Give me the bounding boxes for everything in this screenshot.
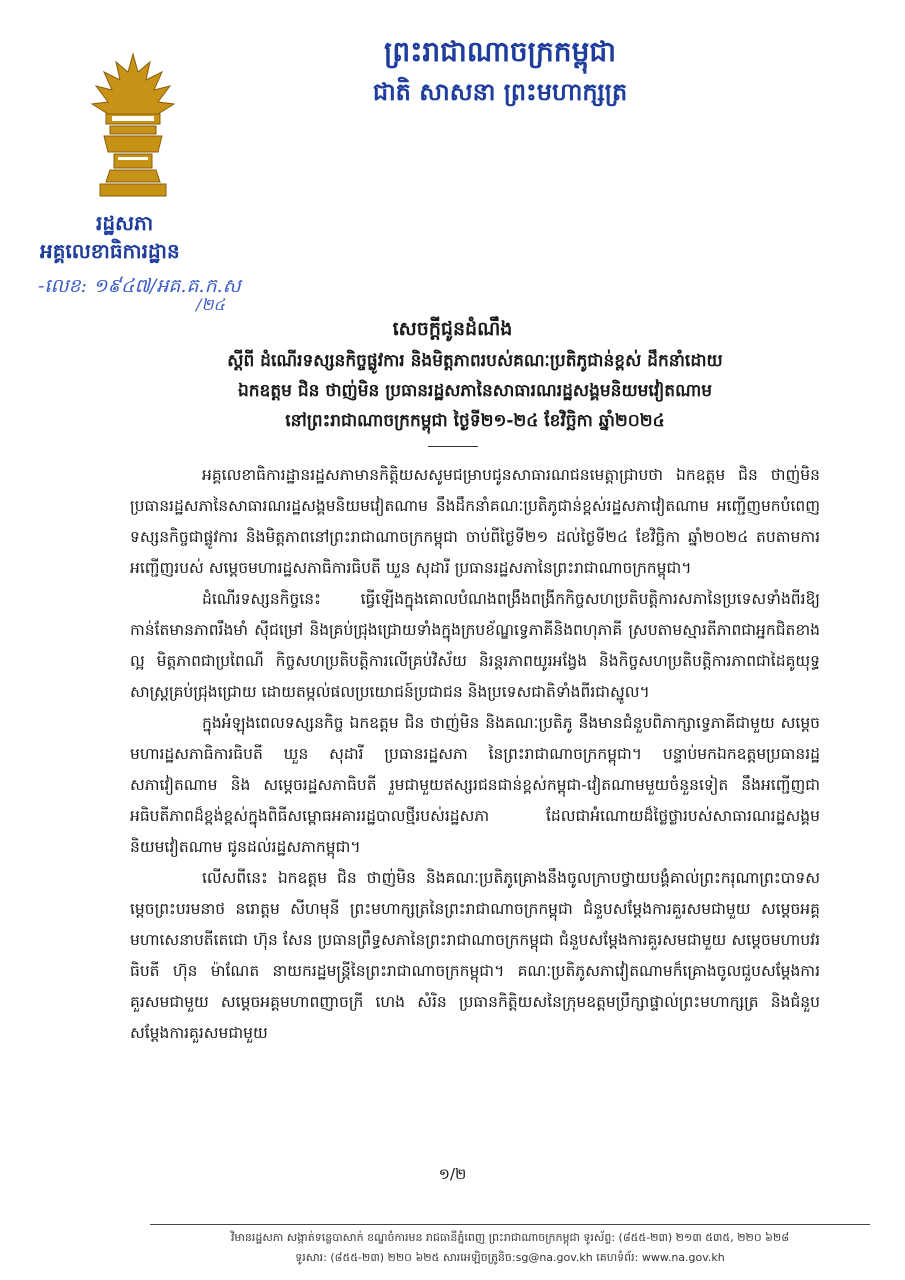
footer-address: វិមានរដ្ឋសភា សង្កាត់ទន្លេបាសាក់ ខណ្ឌចំការមន រាជធានីភ្នំពេញ ព្រះរាជាណាចក្រកម្ពុជា ទូរស័ព្ទ: (៨៥៥-២៣) ២១៣ ៥៣៥, ២២០ ៦២៨ bbox=[230, 1231, 790, 1244]
subject-line: ឯកឧត្តម ជិន ថាញ់មិន ប្រធានរដ្ឋសភានៃសាធារណរដ្ឋសង្គមនិយមវៀតណាម bbox=[237, 381, 713, 401]
body-paragraph: អគ្គលេខាធិការដ្ឋានរដ្ឋសភាមានកិត្តិយសសូមជម្រាបជូនសាធារណជនមេត្តាជ្រាបថា ឯកឧត្តម ជិន ថាញ់មិន ប្រធានរដ្ឋសភានៃសាធារណរដ្ឋសង្គមនិយមវៀតណាម នឹងដឹកនាំគណៈប្រតិភូជាន់ខ្ពស់រដ្ឋសភាវៀតណាម អញ្ជើញមកបំពេញទស្សនកិច្ចជាផ្លូវការ និងមិត្តភាពនៅព្រះរាជាណាចក្រកម្ពុជា ចាប់ពីថ្ងៃទី២១ ដល់ថ្ងៃទី២៤ ខែវិច្ឆិកា ឆ្នាំ២០២៤ តបតាមការអញ្ជើញរបស់ សម្តេចមហារដ្ឋសភាធិការធិបតី ឃួន សុដារី ប្រធានរដ្ឋសភានៃព្រះរាជាណាចក្រកម្ពុជា។ bbox=[130, 466, 820, 577]
title-divider bbox=[428, 446, 478, 447]
subject-line: នៅព្រះរាជាណាចក្រកម្ពុជា ថ្ងៃទី២១-២៤ ខែវិច្ឆិកា ឆ្នាំ២០២៤ bbox=[285, 411, 665, 431]
royal-emblem-icon bbox=[86, 52, 180, 202]
footer-divider bbox=[150, 1224, 870, 1225]
issuer-assembly: រដ្ឋសភា bbox=[96, 211, 154, 235]
page-number: ១/២ bbox=[438, 1165, 467, 1183]
kingdom-heading: ព្រះរាជាណាចក្រកម្ពុជា bbox=[383, 35, 616, 68]
body-paragraph: លើសពីនេះ ឯកឧត្តម ជិន ថាញ់មិន និងគណៈប្រតិភូគ្រោងនឹងចូលក្រាបថ្វាយបង្គំគាល់ព្រះករុណាព្រះបាទសម្តេចព្រះបរមនាថ នរោត្តម សីហមុនី ព្រះមហាក្សត្រនៃព្រះរាជាណាចក្រកម្ពុជា ជំនួបសម្តែងការគួរសមជាមួយ សម្តេចអគ្គមហាសេនាបតីតេជោ ហ៊ុន សែន ប្រធានព្រឹទ្ធសភានៃព្រះរាជាណាចក្រកម្ពុជា ជំនួបសម្តែងការគួរសមជាមួយ សម្តេចមហាបវរធិបតី ហ៊ុន ម៉ាណែត នាយករដ្ឋមន្ត្រីនៃព្រះរាជាណាចក្រកម្ពុជា។ គណៈប្រតិភូសភាវៀតណាមក៏គ្រោងចូលជួបសម្តែងការគួរសមជាមួយ សម្តេចអគ្គមហាពញាចក្រី ហេង សំរិន ប្រធានកិត្តិយសនៃក្រុមឧត្តមប្រឹក្សាផ្ទាល់ព្រះមហាក្សត្រ និងជំនួបសម្តែងការគួរសមជាមួយ bbox=[130, 869, 820, 1042]
body-paragraph: ក្នុងអំឡុងពេលទស្សនកិច្ច ឯកឧត្តម ជិន ថាញ់មិន និងគណៈប្រតិភូ នឹងមានជំនួបពិភាក្សាទ្វេភាគីជាមួយ សម្តេចមហារដ្ឋសភាធិការធិបតី ឃួន សុដារី ប្រធានរដ្ឋសភា នៃព្រះរាជាណាចក្រកម្ពុជា។ បន្ទាប់មកឯកឧត្តមប្រធានរដ្ឋសភាវៀតណាម និង សម្តេចរដ្ឋសភាធិបតី រួមជាមួយឥស្សរជនជាន់ខ្ពស់កម្ពុជា-វៀតណាមមួយចំនួនទៀត នឹងអញ្ជើញជាអធិបតីភាពដ៏ខ្ពង់ខ្ពស់ក្នុងពិធីសម្ពោធអគាររដ្ឋបាលថ្មីរបស់រដ្ឋសភា ដែលជាអំណោយដ៏ថ្លៃថ្លារបស់សាធារណរដ្ឋសង្គមនិយមវៀតណាម ជូនដល់រដ្ឋសភាកម្ពុជា។ bbox=[130, 714, 820, 856]
footer-contact bbox=[130, 1228, 890, 1268]
reference-number-suffix: /២៤ bbox=[196, 295, 225, 314]
footer-fax-email-web: ទូរសារ: (៨៥៥-២៣) ២២០ ៦២៥ សារអេឡិចត្រូនិច:sg@na.gov.kh គេហទំព័រ: www.na.gov.kh bbox=[295, 1251, 725, 1264]
issuer-secretariat: អគ្គលេខាធិការដ្ឋាន bbox=[40, 239, 180, 263]
document-subject bbox=[90, 346, 860, 436]
national-motto: ជាតិ សាសនា ព្រះមហាក្សត្រ bbox=[372, 78, 628, 106]
subject-line: ស្តីពី ដំណើរទស្សនកិច្ចផ្លូវការ និងមិត្តភាពរបស់គណៈប្រតិភូជាន់ខ្ពស់ ដឹកនាំដោយ bbox=[227, 351, 723, 371]
document-title: សេចក្តីជូនដំណឹង bbox=[392, 318, 513, 340]
body-paragraph: ដំណើរទស្សនកិច្ចនេះ ធ្វើឡើងក្នុងគោលបំណងពង្រឹងពង្រីកកិច្ចសហប្រតិបត្តិការសភានៃប្រទេសទាំងពីរឱ្យកាន់តែមានភាពរឹងមាំ ស៊ីជម្រៅ និងគ្រប់ជ្រុងជ្រោយទាំងក្នុងក្របខ័ណ្ឌទ្វេភាគីនិងពហុភាគី ស្របតាមស្មារតីភាពជាអ្នកជិតខាងល្អ មិត្តភាពជាប្រពៃណី កិច្ចសហប្រតិបត្តិការលើគ្រប់វិស័យ និរន្តរភាពយូរអង្វែង និងកិច្ចសហប្រតិបត្តិការភាពជាដៃគូយុទ្ធសាស្ត្រគ្រប់ជ្រុងជ្រោយ ដោយតម្កល់ផលប្រយោជន៍ប្រជាជន និងប្រទេសជាតិទាំងពីរជាស្នូល។ bbox=[130, 590, 820, 701]
document-body bbox=[130, 460, 820, 1049]
reference-number: -លេខ: ១៩៤៧/អគ.គ.ក.ស bbox=[38, 275, 241, 297]
